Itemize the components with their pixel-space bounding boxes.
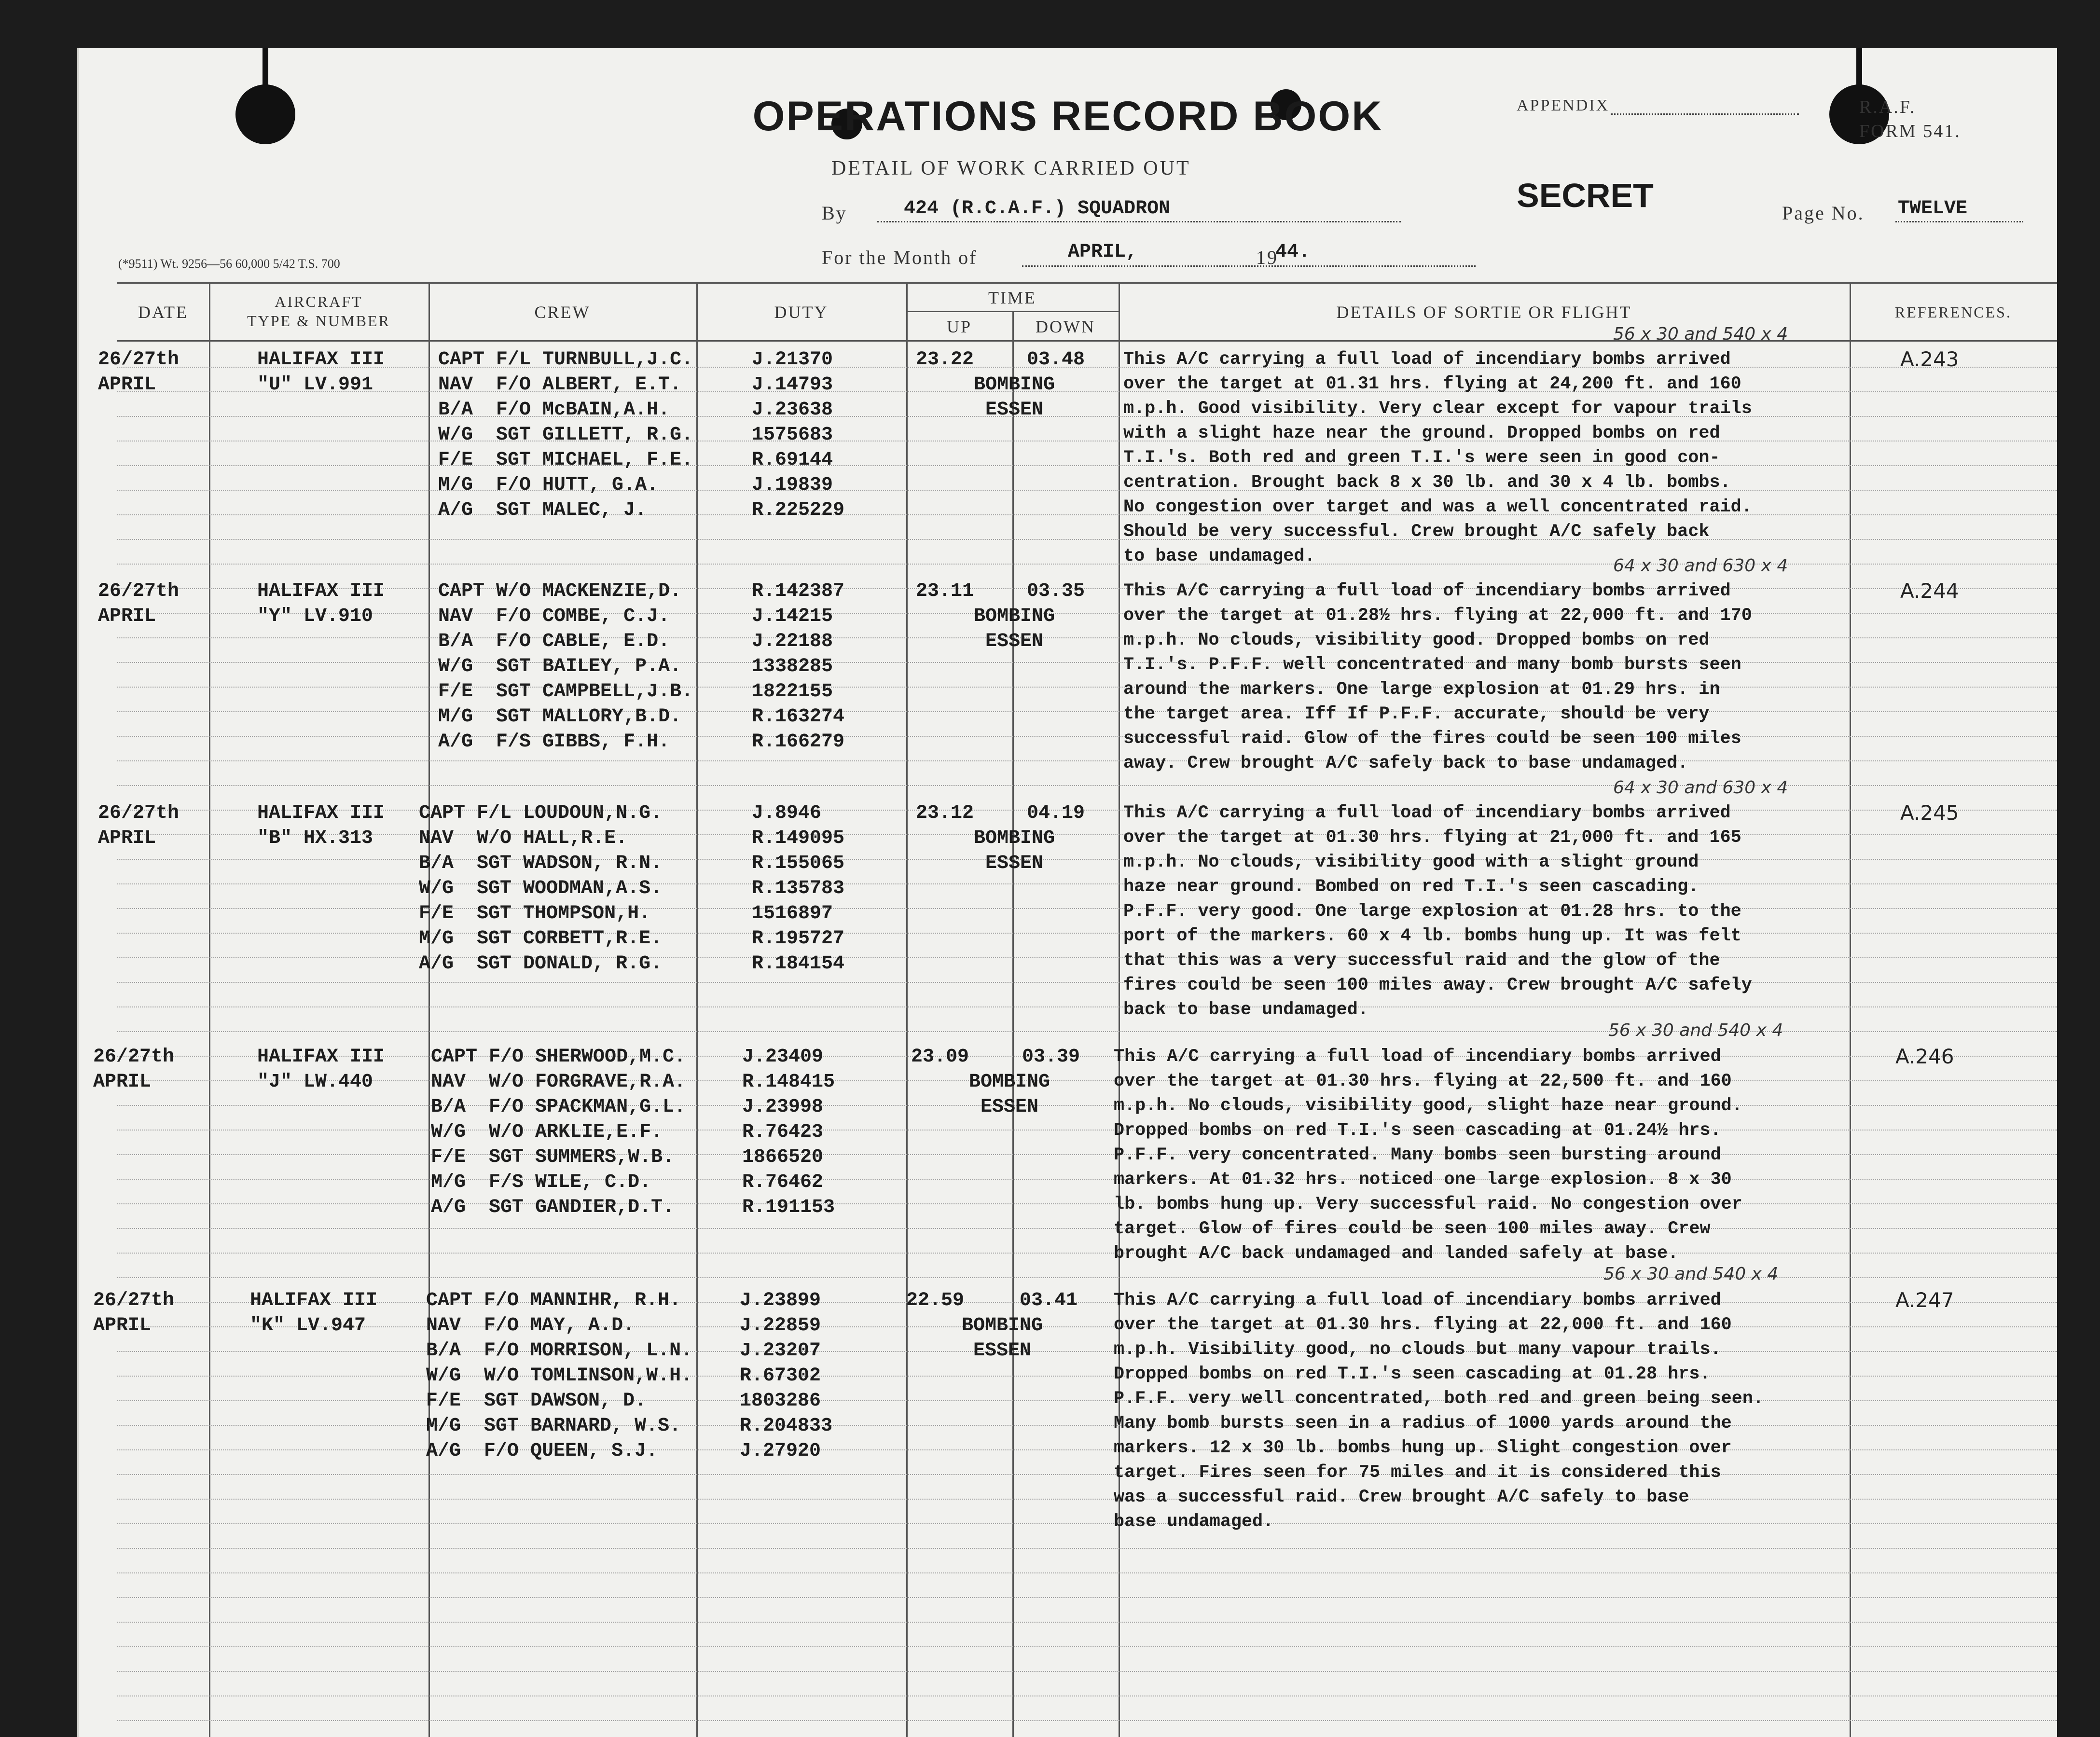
entry-crew: CAPT F/O MANNIHR, R.H. NAV F/O MAY, A.D. B/A F/O MORRISON, L.N. W/G W/O TOMLINSON,W.H. F/E SGT DAWSON, D. M/G SGT BARNARD, W.S. A/G F/O QUEEN, S.J. [426, 1290, 693, 1462]
ruling-line [117, 1376, 2057, 1377]
ruling-line [117, 933, 2057, 934]
ruling-line [117, 1720, 2057, 1721]
col-header-duty: DUTY [774, 303, 829, 322]
appendix-line [1611, 113, 1799, 115]
entry-date: 26/27th APRIL [98, 802, 180, 849]
ruling-line [117, 1449, 2057, 1450]
month-line [1022, 265, 1476, 267]
year-prefix: 19 [1256, 247, 1278, 268]
ruling-line [117, 1499, 2057, 1500]
page-subtitle: DETAIL OF WORK CARRIED OUT [831, 157, 1191, 179]
entry-duty: R.142387 J.14215 J.22188 1338285 1822155 R.163274 R.166279 [752, 580, 845, 753]
entry-duty: J.8946 R.149095 R.155065 R.135783 1516897 R.195727 R.184154 [752, 802, 845, 975]
col-rule-1 [209, 282, 210, 1737]
entry-reference: A.244 [1900, 579, 1959, 603]
entry-date: 26/27th APRIL [93, 1046, 175, 1093]
form-label-1: R.A.F. [1859, 97, 1916, 117]
secret-stamp: SECRET [1517, 177, 1654, 214]
ruling-line [117, 416, 2057, 417]
ruling-line [117, 1671, 2057, 1672]
entry-duty: J.21370 J.14793 J.23638 1575683 R.69144 J.19839 R.225229 [752, 349, 845, 521]
entry-aircraft: HALIFAX III "U" LV.991 [257, 349, 385, 396]
entry-time-up: 22.59 [906, 1290, 965, 1311]
entry-reference: A.243 [1900, 347, 1959, 371]
month-value: APRIL, [1068, 241, 1138, 263]
ruling-line [117, 1622, 2057, 1623]
entry-details: This A/C carrying a full load of incendiary bombs arrived over the target at 01.30 hrs. flying at 22,500 ft. and 160 m.p.h. No clouds, visibility good, slight haze near ground. Dropped bombs on red T.I.'s seen cascading at 01.24½ hrs. P.F.F. very concentrated. Many bombs seen bursting around markers. At 01.32 hrs. noticed one large explosion. 8 x 30 lb. bombs hung up. Very successful raid. No congestion over target. Glow of fires could be seen 100 miles away. Crew brought A/C back undamaged and landed safely at base. [1114, 1047, 1742, 1264]
ruling-line [117, 637, 2057, 638]
ruling-line [117, 1572, 2057, 1573]
entry-duty: J.23409 R.148415 J.23998 R.76423 1866520 R.76462 R.191153 [742, 1046, 835, 1218]
entry-details: This A/C carrying a full load of incendiary bombs arrived over the target at 01.31 hrs. flying at 24,200 ft. and 160 m.p.h. Good visibility. Very clear except for vapour trails with a slight haze near the ground. Dropped bombs on red T.I.'s. Both red and green T.I.'s were seen in good con- centration. Brought back 8 x 30 lb. and 30 x 4 lb. bombs. No congestion over target and was a well concentrated raid. Should be very successful. Crew brought A/C safely back to base undamaged. [1123, 349, 1752, 566]
col-header-details: DETAILS OF SORTIE OR FLIGHT [1336, 303, 1632, 322]
entry-aircraft: HALIFAX III "B" HX.313 [257, 802, 385, 849]
ruling-line [117, 1474, 2057, 1475]
ruling-line [117, 957, 2057, 958]
entry-duty: J.23899 J.22859 J.23207 R.67302 1803286 R.204833 J.27920 [740, 1290, 833, 1462]
col-rule-4 [906, 282, 908, 1737]
entry-time-down: 03.41 [1020, 1290, 1078, 1311]
entry-reference: A.247 [1895, 1288, 1954, 1312]
entry-crew: CAPT F/O SHERWOOD,M.C. NAV W/O FORGRAVE,R.A. B/A F/O SPACKMAN,G.L. W/G W/O ARKLIE,E.F. F/E SGT SUMMERS,W.B. M/G F/S WILE, C.D. A/G SGT GANDIER,D.T. [431, 1046, 686, 1218]
ruling-line [117, 1105, 2057, 1106]
year-suffix: 44. [1275, 241, 1311, 263]
entry-details: This A/C carrying a full load of incendiary bombs arrived over the target at 01.28½ hrs. flying at 22,000 ft. and 170 m.p.h. No clouds, visibility good. Dropped bombs on red T.I.'s. P.F.F. well concentrated and many bomb bursts seen around the markers. One large explosion at 01.29 hrs. in the target area. Iff If P.F.F. accurate, should be very successful raid. Glow of the fires could be seen 100 miles away. Crew brought A/C safely back to base undamaged. [1123, 581, 1752, 773]
ruling-line [117, 490, 2057, 491]
entry-operation: BOMBING ESSEN [974, 606, 1055, 652]
entry-time-down: 04.19 [1027, 802, 1085, 824]
col-header-aircraft: AIRCRAFT TYPE & NUMBER [247, 293, 390, 330]
ruling-line [117, 1179, 2057, 1180]
ruling-line [117, 883, 2057, 884]
entry-details: This A/C carrying a full load of incendiary bombs arrived over the target at 01.30 hrs. flying at 21,000 ft. and 165 m.p.h. No clouds, visibility good with a slight ground haze near ground. Bombed on red T.I.'s seen cascading. P.F.F. very good. One large explosion at 01.28 hrs. to the port of the markers. 60 x 4 lb. bombs hung up. It was felt that this was a very successful raid and the glow of the fires could be seen 100 miles away. Crew brought A/C safely back to base undamaged. [1123, 803, 1752, 1020]
ruling-line [117, 1154, 2057, 1155]
ruling-line [117, 760, 2057, 761]
ruling-line [117, 1326, 2057, 1327]
entry-operation: BOMBING ESSEN [962, 1315, 1043, 1362]
by-label: By [822, 202, 847, 224]
page-no-line [1895, 221, 2023, 222]
ruling-line [117, 908, 2057, 909]
col-header-crew: CREW [534, 303, 591, 322]
ruling-line [117, 1203, 2057, 1204]
ruling-line [117, 1351, 2057, 1352]
ruling-line [117, 1400, 2057, 1401]
ruling-line [117, 1548, 2057, 1549]
table-top-rule [117, 282, 2057, 284]
ruling-line [117, 1597, 2057, 1598]
col-header-up: UP [946, 317, 972, 336]
ruling-line [117, 1228, 2057, 1229]
ruling-line [117, 834, 2057, 835]
ruling-line [117, 613, 2057, 614]
col-header-down: DOWN [1036, 317, 1095, 336]
ruling-line [117, 1425, 2057, 1426]
ruling-line [117, 982, 2057, 983]
ruling-line [117, 588, 2057, 589]
ruling-line [117, 810, 2057, 811]
col-header-date: DATE [138, 303, 188, 322]
ruling-line [117, 539, 2057, 540]
ruling-line [117, 687, 2057, 688]
ruling-line [117, 1646, 2057, 1647]
col-rule-7 [1850, 282, 1851, 1737]
entry-date: 26/27th APRIL [93, 1290, 175, 1337]
ruling-line [117, 1523, 2057, 1524]
entry-bomb-load-note: 64 x 30 and 630 x 4 [1613, 556, 1788, 576]
col-rule-2 [428, 282, 430, 1737]
ruling-line [117, 514, 2057, 515]
ruling-line [117, 391, 2057, 392]
form-label-2: FORM 541. [1859, 121, 1961, 141]
squadron-name: 424 (R.C.A.F.) SQUADRON [904, 198, 1171, 220]
entry-crew: CAPT W/O MACKENZIE,D. NAV F/O COMBE, C.J. B/A F/O CABLE, E.D. W/G SGT BAILEY, P.A. F/E SGT CAMPBELL,J.B. M/G SGT MALLORY,B.D. A/G F/S GIBBS, F.H. [438, 580, 693, 753]
entry-bomb-load-note: 56 x 30 and 540 x 4 [1603, 1264, 1779, 1284]
entry-bomb-load-note: 56 x 30 and 540 x 4 [1608, 1020, 1783, 1040]
page-title: OPERATIONS RECORD BOOK [752, 93, 1383, 139]
entry-time-down: 03.48 [1027, 349, 1085, 371]
entry-operation: BOMBING ESSEN [969, 1071, 1050, 1118]
entry-reference: A.246 [1895, 1045, 1954, 1068]
ruling-line [117, 1253, 2057, 1254]
appendix-label: APPENDIX [1517, 96, 1610, 114]
ruling-line [117, 736, 2057, 737]
col-header-time: TIME [988, 288, 1036, 307]
month-label: For the Month of [822, 247, 978, 268]
entry-reference: A.245 [1900, 801, 1959, 825]
entry-date: 26/27th APRIL [98, 349, 180, 396]
entry-time-up: 23.09 [911, 1046, 969, 1068]
col-header-references: REFERENCES. [1895, 303, 2012, 321]
ruling-line [117, 367, 2057, 368]
by-line [877, 221, 1401, 222]
entry-aircraft: HALIFAX III "Y" LV.910 [257, 580, 385, 627]
ruling-line [117, 1006, 2057, 1007]
ruling-line [117, 1056, 2057, 1057]
entry-crew: CAPT F/L TURNBULL,J.C. NAV F/O ALBERT, E.T. B/A F/O McBAIN,A.H. W/G SGT GILLETT, R.G. F/E SGT MICHAEL, F.E. M/G F/O HUTT, G.A. A/G SGT MALEC, J. [438, 349, 693, 521]
entry-time-down: 03.39 [1022, 1046, 1080, 1068]
entry-crew: CAPT F/L LOUDOUN,N.G. NAV W/O HALL,R.E. B/A SGT WADSON, R.N. W/G SGT WOODMAN,A.S. F/E SGT THOMPSON,H. M/G SGT CORBETT,R.E. A/G SGT DONALD, R.G. [419, 802, 663, 975]
ruling-line [117, 662, 2057, 663]
entry-time-down: 03.35 [1027, 580, 1085, 602]
col-rule-3 [696, 282, 698, 1737]
entry-time-up: 23.11 [916, 580, 974, 602]
ruling-line [117, 859, 2057, 860]
page-no-value: TWELVE [1898, 198, 1968, 220]
print-code: (*9511) Wt. 9256—56 60,000 5/42 T.S. 700 [118, 257, 340, 271]
entry-operation: BOMBING ESSEN [974, 827, 1055, 874]
ruling-line [117, 711, 2057, 712]
entry-aircraft: HALIFAX III "K" LV.947 [250, 1290, 378, 1337]
entry-bomb-load-note: 64 x 30 and 630 x 4 [1613, 778, 1788, 798]
ruling-line [117, 465, 2057, 466]
entry-aircraft: HALIFAX III "J" LW.440 [257, 1046, 385, 1093]
entry-operation: BOMBING ESSEN [974, 374, 1055, 421]
ruling-line [117, 1302, 2057, 1303]
entry-details: This A/C carrying a full load of incendiary bombs arrived over the target at 01.30 hrs. flying at 22,000 ft. and 160 m.p.h. Visibility good, no clouds but many vapour trails. Dropped bombs on red T.I.'s seen cascading at 01.28 hrs. P.F.F. very well concentrated, both red and green being seen. Many bomb bursts seen in a radius of 1000 yards around the markers. 12 x 30 lb. bombs hung up. Slight congestion over target. Fires seen for 75 miles and it is considered this was a successful raid. Crew brought A/C safely to base base undamaged. [1114, 1290, 1764, 1532]
record-sheet [77, 48, 2057, 1737]
entry-time-up: 23.12 [916, 802, 974, 824]
page-no-label: Page No. [1782, 202, 1865, 224]
entry-date: 26/27th APRIL [98, 580, 180, 627]
entry-bomb-load-note: 56 x 30 and 540 x 4 [1613, 324, 1788, 344]
ruling-line [117, 1080, 2057, 1081]
entry-time-up: 23.22 [916, 349, 974, 371]
